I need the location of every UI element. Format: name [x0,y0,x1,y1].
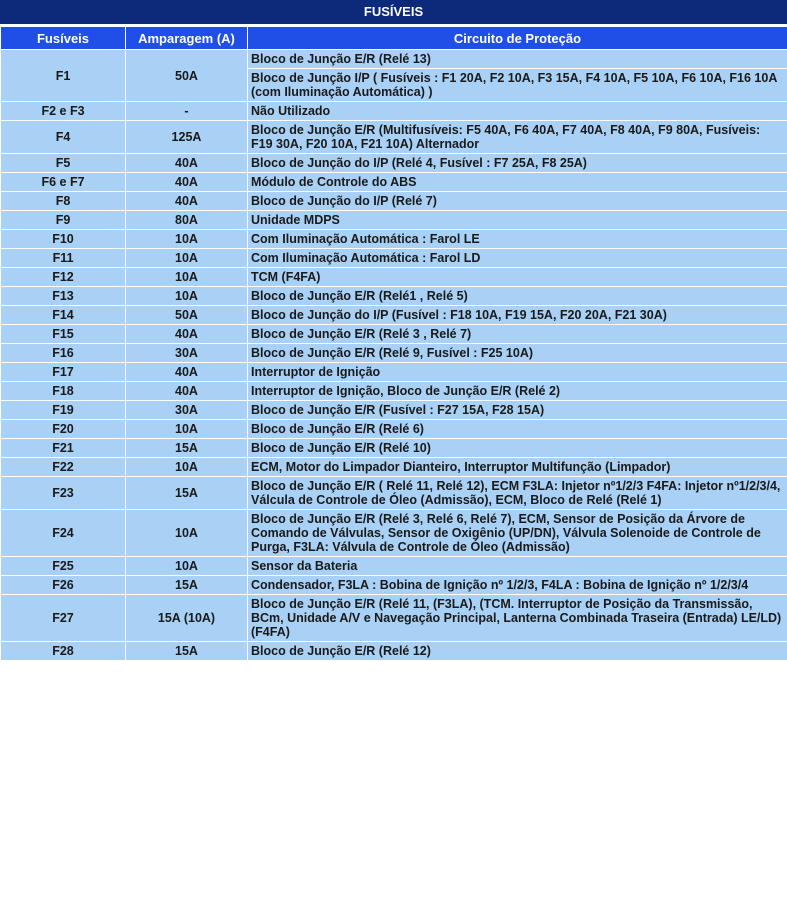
table-row [1,50,787,69]
circuit-cell: Unidade MDPS [248,211,787,230]
fuse-cell: F19 [1,401,126,420]
circuit-cell: ECM, Motor do Limpador Dianteiro, Interruptor Multifunção (Limpador) [248,458,787,477]
fuse-cell: F18 [1,382,126,401]
table-row [1,173,787,192]
table-row [1,595,787,642]
table-row [1,230,787,249]
amperage-cell: - [126,102,248,121]
amperage-cell: 15A [126,576,248,595]
table-row [1,211,787,230]
table-row [1,192,787,211]
amperage-cell: 40A [126,363,248,382]
table-row [1,287,787,306]
circuit-cell: Não Utilizado [248,102,787,121]
table-row [1,477,787,510]
fuse-cell: F27 [1,595,126,642]
amperage-cell: 10A [126,557,248,576]
table-row [1,249,787,268]
circuit-cell: Bloco de Junção E/R (Fusível : F27 15A, F28 15A) [248,401,787,420]
fuse-cell: F22 [1,458,126,477]
amperage-cell: 40A [126,154,248,173]
amperage-cell: 30A [126,344,248,363]
amperage-cell: 10A [126,458,248,477]
fuse-cell: F20 [1,420,126,439]
table-header-row [1,27,787,50]
amperage-cell: 10A [126,287,248,306]
circuit-cell: Bloco de Junção do I/P (Fusível : F18 10A, F19 15A, F20 20A, F21 30A) [248,306,787,325]
amperage-cell: 40A [126,192,248,211]
fuse-cell: F28 [1,642,126,661]
amperage-cell: 10A [126,268,248,287]
fuse-table [0,26,787,661]
fuse-cell: F14 [1,306,126,325]
amperage-cell: 40A [126,382,248,401]
circuit-cell: Com Iluminação Automática : Farol LD [248,249,787,268]
fuse-cell: F12 [1,268,126,287]
fuse-cell: F21 [1,439,126,458]
circuit-cell: Bloco de Junção E/R (Relé 6) [248,420,787,439]
circuit-cell: Bloco de Junção E/R (Relé 13) [248,50,787,69]
table-row [1,268,787,287]
fuse-cell: F6 e F7 [1,173,126,192]
table-row [1,510,787,557]
circuit-cell: Sensor da Bateria [248,557,787,576]
page-title: FUSÍVEIS [0,0,787,26]
table-row [1,439,787,458]
fuse-cell: F15 [1,325,126,344]
circuit-cell: Bloco de Junção do I/P (Relé 4, Fusível : F7 25A, F8 25A) [248,154,787,173]
fuse-cell: F17 [1,363,126,382]
amperage-cell: 125A [126,121,248,154]
header-fuse: Fusíveis [1,27,126,50]
amperage-cell: 10A [126,420,248,439]
table-row [1,576,787,595]
table-row [1,325,787,344]
table-row [1,344,787,363]
table-row [1,102,787,121]
table-row [1,458,787,477]
circuit-cell: Bloco de Junção do I/P (Relé 7) [248,192,787,211]
amperage-cell: 50A [126,306,248,325]
circuit-cell: Bloco de Junção I/P ( Fusíveis : F1 20A, F2 10A, F3 15A, F4 10A, F5 10A, F6 10A, F16 10A (com Iluminação Automática) ) [248,69,787,102]
amperage-cell: 30A [126,401,248,420]
fuse-cell: F24 [1,510,126,557]
circuit-cell: Condensador, F3LA : Bobina de Ignição nº 1/2/3, F4LA : Bobina de Ignição nº 1/2/3/4 [248,576,787,595]
table-row [1,363,787,382]
table-row [1,306,787,325]
circuit-cell: Bloco de Junção E/R (Relé1 , Relé 5) [248,287,787,306]
header-circuit: Circuito de Proteção [248,27,787,50]
amperage-cell: 40A [126,325,248,344]
fuse-cell: F5 [1,154,126,173]
table-row [1,420,787,439]
amperage-cell: 40A [126,173,248,192]
circuit-cell: Interruptor de Ignição [248,363,787,382]
circuit-cell: TCM (F4FA) [248,268,787,287]
circuit-cell: Com Iluminação Automática : Farol LE [248,230,787,249]
fuse-cell: F16 [1,344,126,363]
amperage-cell: 50A [126,50,248,102]
amperage-cell: 15A [126,439,248,458]
table-row [1,154,787,173]
amperage-cell: 15A [126,642,248,661]
circuit-cell: Módulo de Controle do ABS [248,173,787,192]
circuit-cell: Interruptor de Ignição, Bloco de Junção E/R (Relé 2) [248,382,787,401]
circuit-cell: Bloco de Junção E/R (Relé 9, Fusível : F25 10A) [248,344,787,363]
circuit-cell: Bloco de Junção E/R (Relé 11, (F3LA), (TCM. Interruptor de Posição da Transmissão, BCm, Unidade A/V e Navegação Principal, Lanterna Combinada Traseira (Entrada) LE/LD) (F4FA) [248,595,787,642]
amperage-cell: 10A [126,510,248,557]
amperage-cell: 15A [126,477,248,510]
fuse-cell: F10 [1,230,126,249]
table-row [1,401,787,420]
fuse-cell: F4 [1,121,126,154]
fuse-cell: F25 [1,557,126,576]
amperage-cell: 15A (10A) [126,595,248,642]
circuit-cell: Bloco de Junção E/R (Relé 3, Relé 6, Relé 7), ECM, Sensor de Posição da Árvore de Comando de Válvulas, Sensor de Oxigênio (UP/DN), Válvula Solenoide de Controle de Purga, F3LA: Válvula de Controle de Óleo (Admissão) [248,510,787,557]
header-amperage: Amparagem (A) [126,27,248,50]
fuse-cell: F9 [1,211,126,230]
table-row [1,642,787,661]
table-row [1,121,787,154]
circuit-cell: Bloco de Junção E/R (Multifusíveis: F5 40A, F6 40A, F7 40A, F8 40A, F9 80A, Fusíveis: F19 30A, F20 10A, F21 10A) Alternador [248,121,787,154]
amperage-cell: 10A [126,249,248,268]
fuse-cell: F11 [1,249,126,268]
table-row [1,557,787,576]
amperage-cell: 80A [126,211,248,230]
fuse-cell: F13 [1,287,126,306]
fuse-cell: F23 [1,477,126,510]
fuse-cell: F8 [1,192,126,211]
fuse-cell: F1 [1,50,126,102]
circuit-cell: Bloco de Junção E/R (Relé 3 , Relé 7) [248,325,787,344]
circuit-cell: Bloco de Junção E/R (Relé 12) [248,642,787,661]
table-row [1,382,787,401]
fuse-cell: F26 [1,576,126,595]
circuit-cell: Bloco de Junção E/R ( Relé 11, Relé 12), ECM F3LA: Injetor nº1/2/3 F4FA: Injetor nº1/2/3/4, Válcula de Controle de Óleo (Admissão), ECM, Bloco de Relé (Relé 1) [248,477,787,510]
circuit-cell: Bloco de Junção E/R (Relé 10) [248,439,787,458]
fuse-cell: F2 e F3 [1,102,126,121]
amperage-cell: 10A [126,230,248,249]
